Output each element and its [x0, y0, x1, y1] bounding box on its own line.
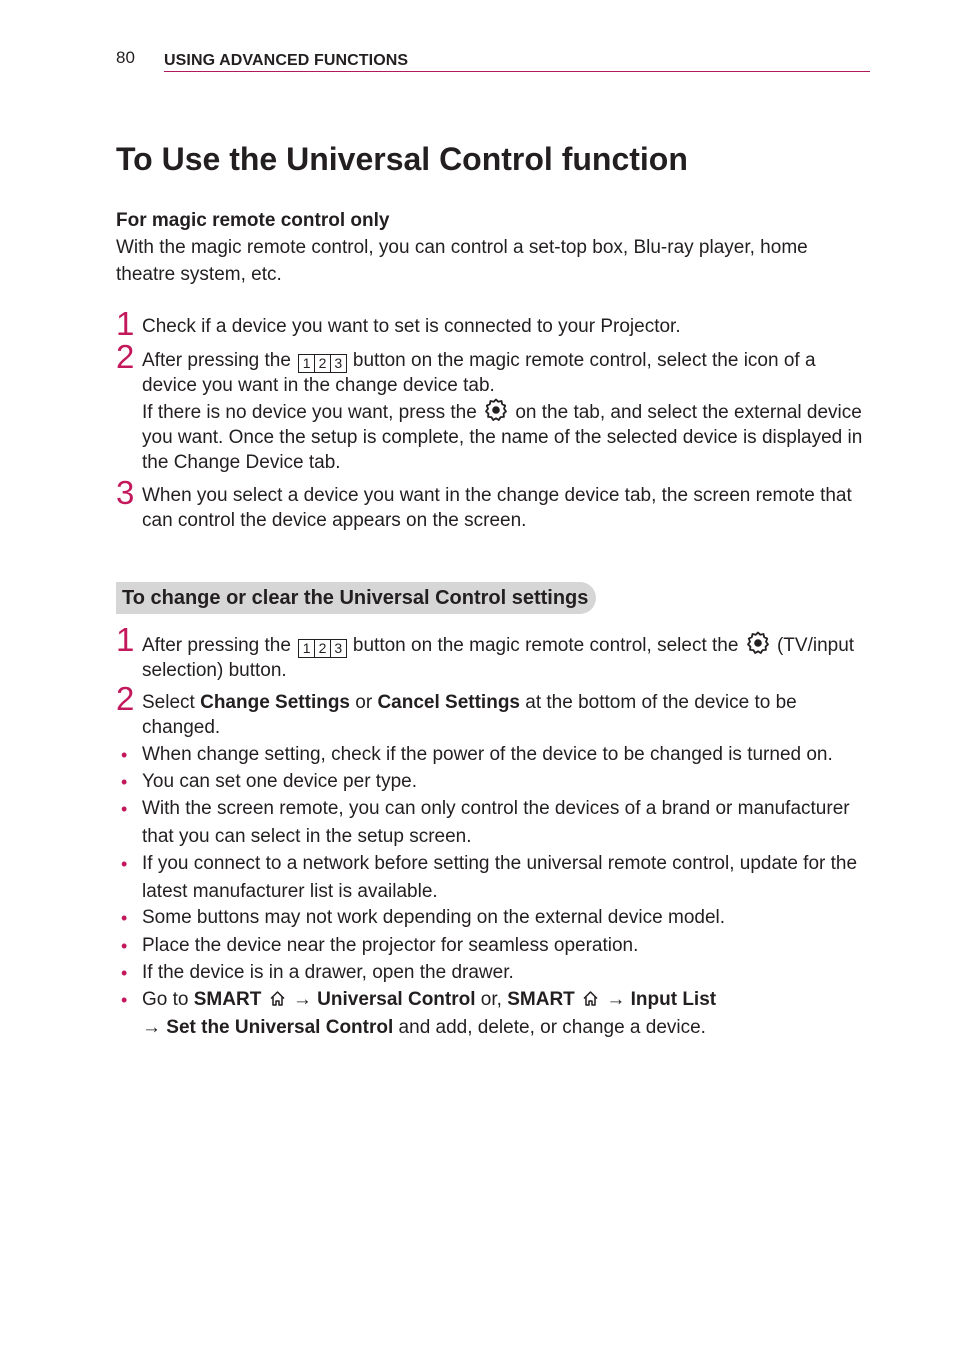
bullet-glyph: • [121, 745, 128, 765]
step-text [142, 631, 874, 683]
step-text-part: on the tab, and select the external device you want. Once the setup is complete, the name of the selected device is displayed in the Change Device tab. [142, 402, 863, 473]
step-number: 1 [116, 305, 135, 342]
bullet-item: If the device is in a drawer, open the drawer. [142, 962, 514, 983]
gear-icon [746, 631, 770, 655]
step-text [142, 348, 874, 475]
step-number: 2 [116, 338, 135, 375]
gear-icon [484, 398, 508, 422]
step-text-part: After pressing the [142, 350, 291, 371]
key: 1 [298, 354, 315, 373]
key: 2 [314, 639, 331, 658]
step-number: 2 [116, 680, 135, 717]
bullet-glyph: • [121, 963, 128, 983]
set-universal-control-label: Set the Universal Control [166, 1017, 394, 1038]
change-settings-label: Change Settings [200, 692, 350, 713]
step-text-part: or [350, 692, 378, 713]
arrow-icon: → [292, 989, 312, 1010]
bullet-glyph: • [121, 772, 128, 792]
step-text-part: button on the magic remote control, select the [352, 635, 739, 656]
step-text-part: Select [142, 692, 201, 713]
bullet-glyph: • [121, 990, 128, 1010]
home-icon [582, 990, 599, 1007]
smart-label: SMART [507, 989, 575, 1010]
running-header: USING ADVANCED FUNCTIONS [164, 52, 409, 69]
bullet-glyph: • [121, 936, 128, 956]
step-number: 1 [116, 621, 135, 658]
subhead: For magic remote control only [116, 210, 390, 231]
bullet-glyph: • [121, 799, 128, 819]
bullet-item [142, 986, 874, 1042]
arrow-icon: → [142, 1017, 161, 1038]
intro-paragraph: With the magic remote control, you can control a set-top box, Blu-ray player, home theatre system, etc. [116, 237, 808, 285]
step-text-part: button on the magic remote control, select the icon of a device you want in the change device tab. [142, 350, 816, 396]
header-rule [164, 71, 870, 72]
bullet-item: With the screen remote, you can only control the devices of a brand or manufacturer that you can select in the setup screen. [142, 798, 850, 847]
cancel-settings-label: Cancel Settings [377, 692, 520, 713]
key: 2 [314, 354, 331, 373]
key: 3 [330, 354, 347, 373]
bullet-item: You can set one device per type. [142, 771, 417, 792]
section-heading: To change or clear the Universal Control settings [116, 582, 596, 614]
step-number: 3 [116, 474, 135, 511]
bullet-item: If you connect to a network before setting the universal remote control, update for the latest manufacturer list is available. [142, 853, 858, 902]
page-number: 80 [116, 48, 135, 67]
universal-control-label: Universal Control [317, 989, 476, 1010]
step-text: Check if a device you want to set is connected to your Projector. [142, 316, 681, 337]
step-text-part: at the bottom of the device to be changed. [142, 692, 797, 738]
step-text-part: After pressing the [142, 635, 291, 656]
step-text: When you select a device you want in the change device tab, the screen remote that can control the device appears on the screen. [142, 485, 852, 531]
bullet-glyph: • [121, 854, 128, 874]
bullet-item: When change setting, check if the power of the device to be changed is turned on. [142, 744, 833, 765]
bullet-item: Place the device near the projector for seamless operation. [142, 935, 639, 956]
text-part: and add, delete, or change a device. [393, 1017, 706, 1038]
home-icon [269, 990, 286, 1007]
arrow-icon: → [606, 989, 626, 1010]
text-part: Go to [142, 989, 194, 1010]
number-keys-icon [298, 639, 345, 658]
bullet-item: Some buttons may not work depending on the external device model. [142, 907, 726, 928]
step-text-part: If there is no device you want, press the [142, 402, 477, 423]
number-keys-icon [298, 354, 345, 373]
input-list-label: Input List [630, 989, 717, 1010]
bullet-glyph: • [121, 908, 128, 928]
text-part: or, [475, 989, 508, 1010]
smart-label: SMART [193, 989, 262, 1010]
page-title: To Use the Universal Control function [116, 141, 688, 177]
key: 1 [298, 639, 315, 658]
step-text [142, 690, 874, 740]
step-text-part: (TV/input selection) button. [142, 635, 855, 681]
key: 3 [330, 639, 347, 658]
